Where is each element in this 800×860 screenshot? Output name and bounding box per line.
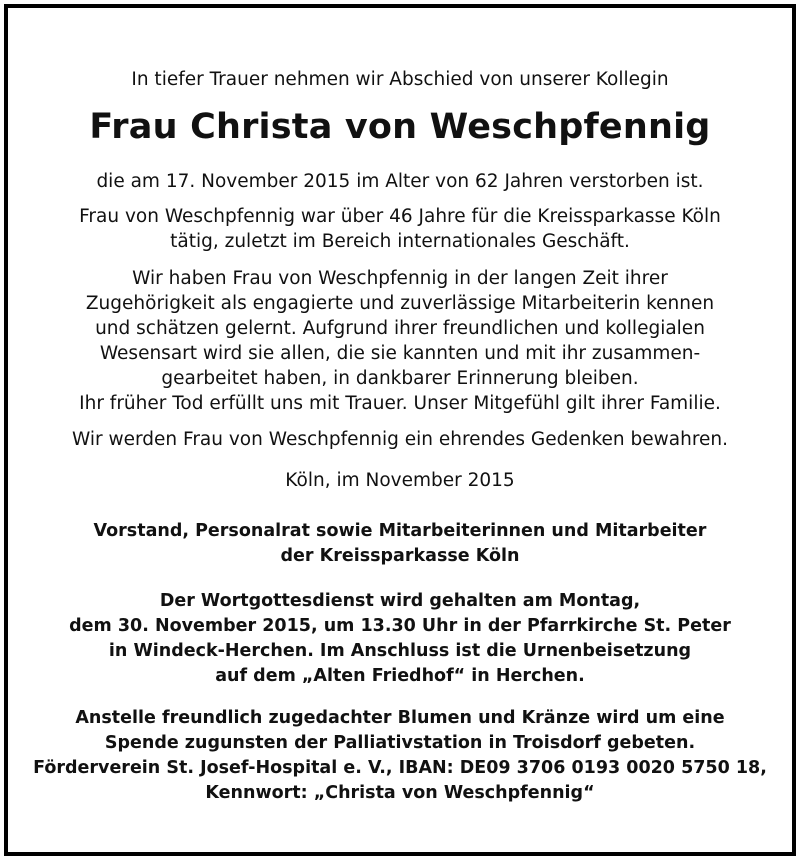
intro-line: In tiefer Trauer nehmen wir Abschied von unserer Kollegin (131, 69, 669, 90)
notice-content (8, 8, 792, 806)
text-line: Spende zugunsten der Palliativstation in Troisdorf gebeten. (104, 733, 696, 753)
tribute-paragraph (8, 266, 792, 416)
text-line: Kennwort: „Christa von Weschpfennig“ (205, 783, 595, 803)
death-line: die am 17. November 2015 im Alter von 62 Jahren verstorben ist. (96, 171, 704, 192)
place-date: Köln, im November 2015 (285, 470, 515, 491)
text-line: Frau von Weschpfennig war über 46 Jahre für die Kreissparkasse Köln (79, 206, 721, 227)
remembrance-line: Wir werden Frau von Weschpfennig ein ehrendes Gedenken bewahren. (71, 429, 729, 450)
deceased-name: Frau Christa von Weschpfennig (89, 107, 711, 147)
text-line: gearbeitet haben, in dankbarer Erinnerung bleiben. (161, 368, 639, 389)
text-line: Wir haben Frau von Weschpfennig in der langen Zeit ihrer (132, 268, 668, 289)
signatories-block (8, 519, 792, 569)
donation-block (8, 706, 792, 806)
obituary-notice (4, 4, 796, 856)
text-line: der Kreissparkasse Köln (280, 546, 520, 566)
text-line: Anstelle freundlich zugedachter Blumen und Kränze wird um eine (75, 708, 725, 728)
text-line: Der Wortgottesdienst wird gehalten am Montag, (159, 591, 641, 611)
text-line: Wesensart wird sie allen, die sie kannten und mit ihr zusammen- (99, 343, 701, 364)
text-line: dem 30. November 2015, um 13.30 Uhr in der Pfarrkirche St. Peter (69, 616, 731, 636)
service-block (8, 589, 792, 689)
text-line: Ihr früher Tod erfüllt uns mit Trauer. Unser Mitgefühl gilt ihrer Familie. (79, 393, 721, 414)
career-paragraph (8, 204, 792, 254)
text-line: auf dem „Alten Friedhof“ in Herchen. (215, 666, 585, 686)
text-line: und schätzen gelernt. Aufgrund ihrer freundlichen und kollegialen (95, 318, 705, 339)
text-line: Zugehörigkeit als engagierte und zuverlässige Mitarbeiterin kennen (85, 293, 715, 314)
text-line: tätig, zuletzt im Bereich internationales Geschäft. (170, 231, 630, 252)
text-line: Vorstand, Personalrat sowie Mitarbeiterinnen und Mitarbeiter (93, 521, 707, 541)
text-line: Förderverein St. Josef-Hospital e. V., IBAN: DE09 3706 0193 0020 5750 18, (33, 758, 767, 778)
text-line: in Windeck-Herchen. Im Anschluss ist die Urnenbeisetzung (108, 641, 692, 661)
